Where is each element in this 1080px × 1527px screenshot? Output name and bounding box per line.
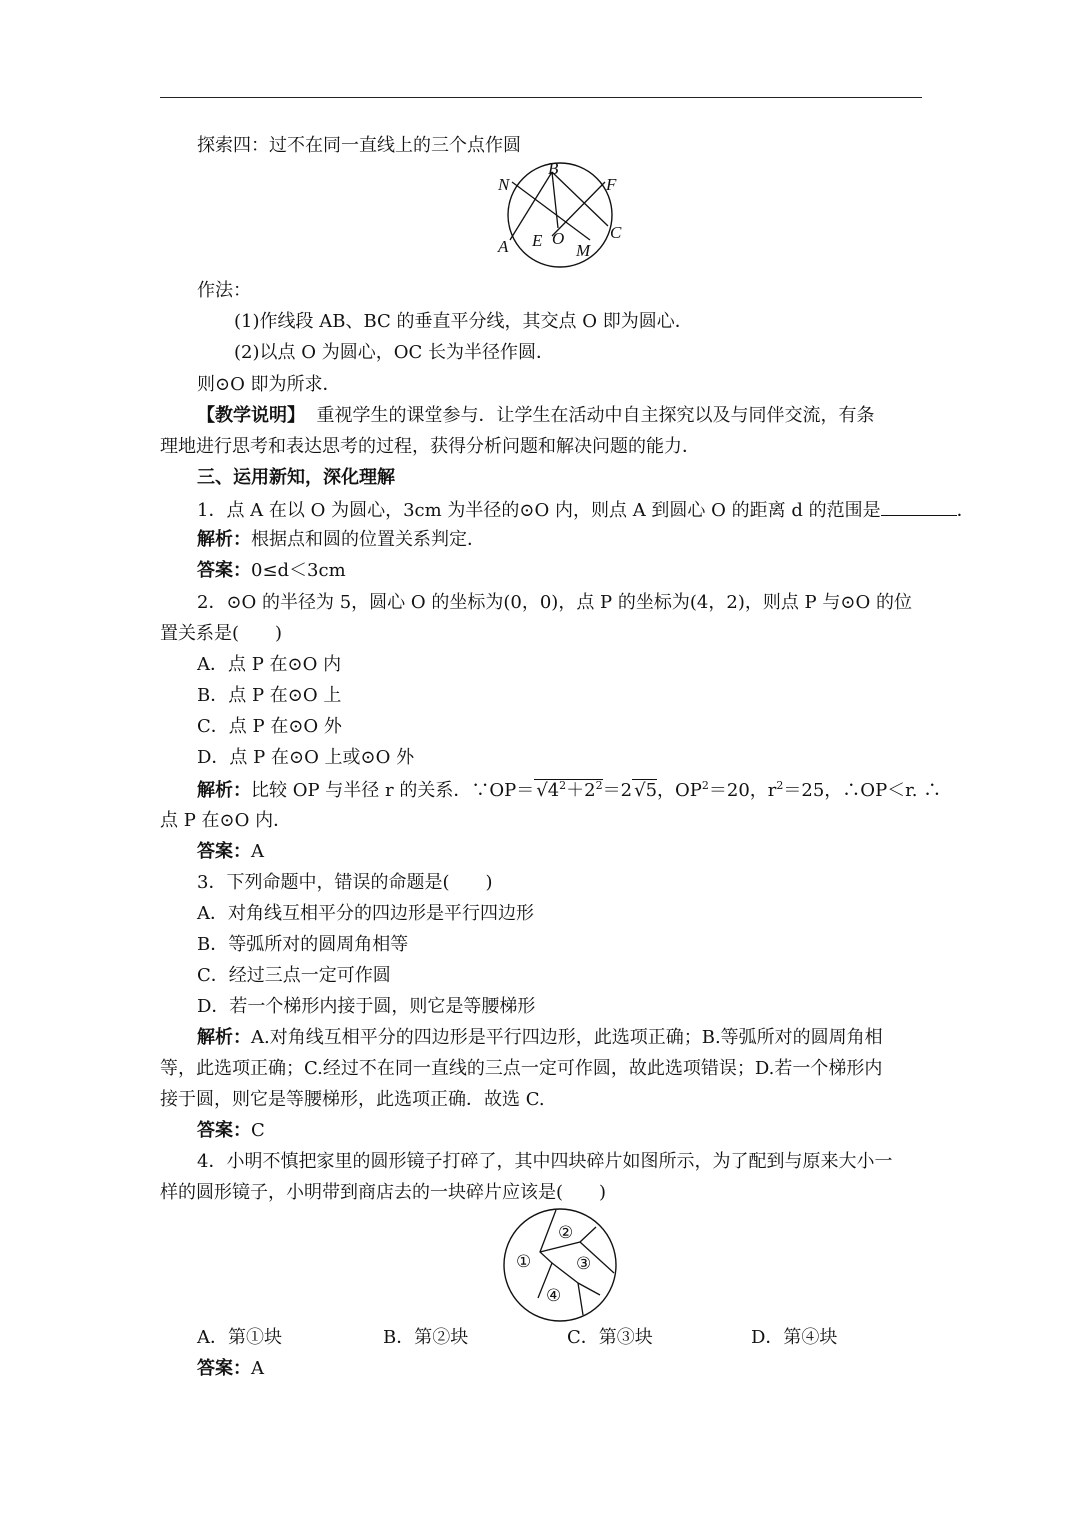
broken-mirror-figure bbox=[500, 1205, 620, 1325]
question-4-answer bbox=[197, 1357, 922, 1381]
teaching-note-text-1: 重视学生的课堂参与．让学生在活动中自主探究以及与同伴交流，有条 bbox=[316, 405, 875, 426]
question-3-answer bbox=[197, 1119, 922, 1143]
answer-blank bbox=[881, 497, 957, 516]
label-a: A bbox=[498, 237, 509, 256]
sqrt-expression: $√4^2+2^2$ bbox=[536, 779, 603, 801]
question-2-option-d: D．点 P 在⊙O 上或⊙O 外 bbox=[197, 747, 415, 768]
analysis-text-b: ，OP bbox=[657, 780, 702, 801]
sqrt-five: √5 bbox=[634, 780, 658, 801]
question-4-line-1: 4．小明不慎把家里的圆形镜子打碎了，其中四块碎片如图所示，为了配到与原来大小一 bbox=[197, 1151, 893, 1172]
equals-two: ＝2 bbox=[602, 780, 633, 801]
question-4-option-b: B．第②块 bbox=[383, 1327, 469, 1348]
question-2-line-2: 置关系是( ) bbox=[160, 623, 283, 644]
method-step-2: (2)以点 O 为圆心，OC 长为半径作圆． bbox=[234, 342, 554, 363]
section-title: 三、运用新知，深化理解 bbox=[197, 467, 395, 488]
question-3-line-1: 3．下列命题中，错误的命题是( ) bbox=[197, 872, 493, 893]
header-rule bbox=[160, 97, 922, 98]
label-e: E bbox=[532, 231, 543, 250]
analysis-label: 解析： bbox=[197, 1027, 251, 1048]
question-1 bbox=[197, 497, 975, 523]
segment-bo bbox=[552, 172, 558, 228]
answer-label: 答案： bbox=[197, 841, 251, 862]
sqrt-term-c: 5 bbox=[645, 780, 658, 801]
method-conclusion: 则⊙O 即为所求． bbox=[197, 374, 341, 395]
piece-2-label: ② bbox=[558, 1223, 574, 1243]
question-1-text: 1．点 A 在以 O 为圆心，3cm 为半径的⊙O 内，则点 A 到圆心 O 的距离 d 的范围是 bbox=[197, 500, 881, 521]
question-3-analysis-line-1 bbox=[197, 1026, 922, 1050]
question-1-analysis bbox=[197, 528, 922, 552]
question-2-option-b: B．点 P 在⊙O 上 bbox=[197, 685, 342, 706]
segment-ab bbox=[510, 172, 552, 240]
sqrt-term-a: 4 bbox=[547, 780, 560, 801]
analysis-text-d: ＝25，∴OP＜r. ∴ bbox=[783, 780, 942, 801]
question-4-option-a: A．第①块 bbox=[197, 1327, 282, 1348]
piece-3-label: ③ bbox=[576, 1254, 592, 1274]
label-f: F bbox=[606, 175, 617, 194]
question-3-option-d: D．若一个梯形内接于圆，则它是等腰梯形 bbox=[197, 996, 536, 1017]
question-2-option-c: C．点 P 在⊙O 外 bbox=[197, 716, 342, 737]
question-2-option-a: A．点 P 在⊙O 内 bbox=[197, 654, 342, 675]
question-2-analysis-line-2: 点 P 在⊙O 内． bbox=[160, 810, 292, 831]
question-3-analysis-line-2: 等，此选项正确；C.经过不在同一直线的三点一定可作圆，故此选项错误；D.若一个梯形内 bbox=[160, 1058, 883, 1079]
piece-4-label: ④ bbox=[546, 1286, 562, 1306]
analysis-text: A.对角线互相平分的四边形是平行四边形，此选项正确；B.等弧所对的圆周角相 bbox=[251, 1027, 883, 1048]
question-4-line-2: 样的圆形镜子，小明带到商店去的一块碎片应该是( ) bbox=[160, 1182, 607, 1203]
analysis-text-c: ＝20，r bbox=[708, 780, 777, 801]
answer-text: A bbox=[251, 841, 264, 862]
bisector-nm bbox=[512, 182, 590, 240]
crack-left bbox=[538, 1210, 556, 1298]
label-n: N bbox=[498, 175, 510, 194]
answer-text: C bbox=[251, 1120, 265, 1141]
method-step-1: (1)作线段 AB、BC 的垂直平分线，其交点 O 即为圆心． bbox=[234, 311, 693, 332]
question-3-option-a: A．对角线互相平分的四边形是平行四边形 bbox=[197, 903, 534, 924]
answer-label: 答案： bbox=[197, 560, 251, 581]
analysis-text: 根据点和圆的位置关系判定． bbox=[251, 529, 485, 550]
answer-text: A bbox=[251, 1358, 264, 1379]
question-1-end: ． bbox=[956, 500, 975, 521]
exponent: 2 bbox=[559, 779, 567, 792]
question-3-option-c: C．经过三点一定可作圆 bbox=[197, 965, 391, 986]
question-3-option-b: B．等弧所对的圆周角相等 bbox=[197, 934, 409, 955]
answer-text: 0≤d＜3cm bbox=[251, 560, 346, 581]
question-4-option-c: C．第③块 bbox=[567, 1327, 653, 1348]
teaching-note-line-1 bbox=[197, 404, 922, 428]
answer-label: 答案： bbox=[197, 1358, 251, 1379]
explore-title: 探索四：过不在同一直线上的三个点作圆 bbox=[197, 135, 521, 156]
crack-lower-right bbox=[578, 1283, 600, 1295]
exponent: 2 bbox=[595, 779, 603, 792]
question-4-options bbox=[197, 1326, 922, 1350]
teaching-note-line-2: 理地进行思考和表达思考的过程，获得分析问题和解决问题的能力． bbox=[160, 436, 700, 457]
question-4-option-d: D．第④块 bbox=[751, 1327, 838, 1348]
label-m: M bbox=[576, 241, 591, 260]
label-c: C bbox=[610, 223, 622, 242]
label-o: O bbox=[552, 229, 565, 248]
answer-label: 答案： bbox=[197, 1120, 251, 1141]
analysis-text: 比较 OP 与半径 r 的关系．∵OP＝ bbox=[251, 780, 535, 801]
method-label: 作法： bbox=[197, 280, 251, 301]
plus-sign: ＋ bbox=[566, 780, 585, 801]
bisector-fe bbox=[552, 182, 605, 236]
label-b: B bbox=[548, 160, 559, 178]
question-3-analysis-line-3: 接于圆，则它是等腰梯形，此选项正确．故选 C. bbox=[160, 1089, 545, 1110]
piece-1-label: ① bbox=[516, 1252, 532, 1272]
analysis-label: 解析： bbox=[197, 780, 251, 801]
exponent: 2 bbox=[701, 779, 709, 792]
exponent: 2 bbox=[776, 779, 784, 792]
circle-construction-figure bbox=[490, 160, 630, 270]
question-1-answer bbox=[197, 559, 922, 583]
teaching-note-label: 【教学说明】 bbox=[197, 405, 305, 426]
question-2-line-1: 2．⊙O 的半径为 5，圆心 O 的坐标为(0，0)，点 P 的坐标为(4，2)，则点 P 与⊙O 的位 bbox=[197, 592, 912, 613]
sqrt-term-b: 2 bbox=[584, 780, 596, 801]
question-2-analysis-line-1 bbox=[197, 779, 942, 803]
analysis-label: 解析： bbox=[197, 529, 251, 550]
question-2-answer bbox=[197, 840, 922, 864]
